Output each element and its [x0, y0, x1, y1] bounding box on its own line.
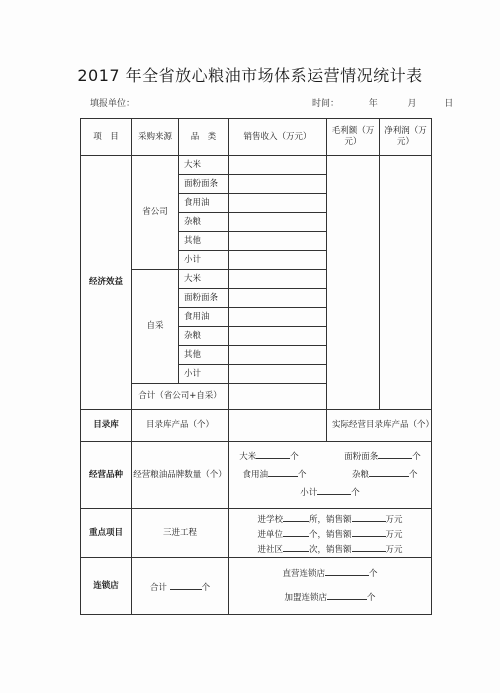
source-self: 自采 [132, 270, 179, 384]
rice-count-input[interactable] [256, 448, 290, 459]
sales-total-cell[interactable] [229, 384, 327, 410]
actual-catalog-label: 实际经营目录库产品（个） [327, 410, 432, 442]
header-item: 项 目 [81, 119, 132, 156]
gross-profit-cell[interactable] [327, 156, 380, 410]
day-label: 日 [444, 99, 454, 109]
direct-chain-input[interactable] [325, 565, 369, 576]
catalog-products-value[interactable] [229, 410, 327, 442]
header-category: 品 类 [179, 119, 229, 156]
category-rice: 大米 [179, 156, 229, 175]
category-rice: 大米 [179, 270, 229, 289]
sales-cell[interactable] [229, 251, 327, 270]
key-project-label: 重点项目 [81, 509, 132, 558]
catalog-label: 目录库 [81, 410, 132, 442]
sales-cell[interactable] [229, 346, 327, 365]
brands-label: 经营品种 [81, 442, 132, 509]
sales-cell[interactable] [229, 365, 327, 384]
header-gross-profit: 毛利额（万元） [327, 119, 380, 156]
statistics-table [80, 118, 435, 615]
category-subtotal: 小计 [179, 365, 229, 384]
page-title: 2017 年全省放心粮油市场体系运营情况统计表 [77, 66, 423, 85]
category-flour: 面粉面条 [179, 175, 229, 194]
category-grain: 杂粮 [179, 327, 229, 346]
table-row [81, 156, 432, 175]
category-grain: 杂粮 [179, 213, 229, 232]
header-row [81, 119, 432, 156]
community-sales-input[interactable] [352, 541, 386, 552]
header-net-profit: 净利润（万元） [380, 119, 432, 156]
sales-cell[interactable] [229, 308, 327, 327]
sales-cell[interactable] [229, 175, 327, 194]
brands-row [81, 442, 432, 509]
year-label: 年 [368, 99, 378, 109]
brand-count-label: 经营粮油品牌数量（个） [132, 442, 229, 509]
category-flour: 面粉面条 [179, 289, 229, 308]
reporting-unit-label: 填报单位： [90, 99, 136, 109]
total-label: 合计（省公司+自采） [132, 384, 229, 410]
category-oil: 食用油 [179, 308, 229, 327]
three-entries-detail: 进学校 所，销售额 万元 进单位 个，销售额 万元 进社区 次，销售额 万元 [229, 509, 432, 558]
franchise-chain-input[interactable] [327, 589, 367, 600]
catalog-products-label: 目录库产品（个） [132, 410, 229, 442]
oil-count-input[interactable] [268, 466, 298, 477]
community-count-input[interactable] [283, 541, 309, 552]
sales-cell[interactable] [229, 232, 327, 251]
catalog-row [81, 410, 432, 442]
chain-total: 合计 个 [132, 558, 229, 615]
category-other: 其他 [179, 346, 229, 365]
subtotal-count-input[interactable] [317, 484, 351, 495]
category-other: 其他 [179, 232, 229, 251]
unit-count-input[interactable] [283, 526, 309, 537]
chain-detail: 直营连锁店 个 加盟连锁店 个 [229, 558, 432, 615]
chain-label: 连锁店 [81, 558, 132, 615]
sales-cell[interactable] [229, 289, 327, 308]
category-oil: 食用油 [179, 194, 229, 213]
sales-cell[interactable] [229, 327, 327, 346]
source-provincial: 省公司 [132, 156, 179, 270]
school-sales-input[interactable] [352, 511, 386, 522]
three-entries-label: 三进工程 [132, 509, 229, 558]
key-project-row [81, 509, 432, 558]
header-source: 采购来源 [132, 119, 179, 156]
sales-cell[interactable] [229, 156, 327, 175]
grain-count-input[interactable] [369, 466, 409, 477]
school-count-input[interactable] [283, 511, 309, 522]
economic-benefit-label: 经济效益 [81, 156, 132, 410]
brand-breakdown: 大米 个 面粉面条 个 食用油 个 杂粮 个 小计 个 [229, 442, 432, 509]
header-sales: 销售收入（万元） [229, 119, 327, 156]
sales-cell[interactable] [229, 270, 327, 289]
sales-cell[interactable] [229, 194, 327, 213]
chain-row [81, 558, 432, 615]
unit-sales-input[interactable] [352, 526, 386, 537]
time-field [312, 96, 453, 109]
time-label: 时间： [312, 99, 340, 109]
flour-count-input[interactable] [378, 448, 412, 459]
sales-cell[interactable] [229, 213, 327, 232]
category-subtotal: 小计 [179, 251, 229, 270]
month-label: 月 [407, 99, 417, 109]
chain-total-input[interactable] [170, 579, 202, 590]
net-profit-cell[interactable] [380, 156, 432, 410]
